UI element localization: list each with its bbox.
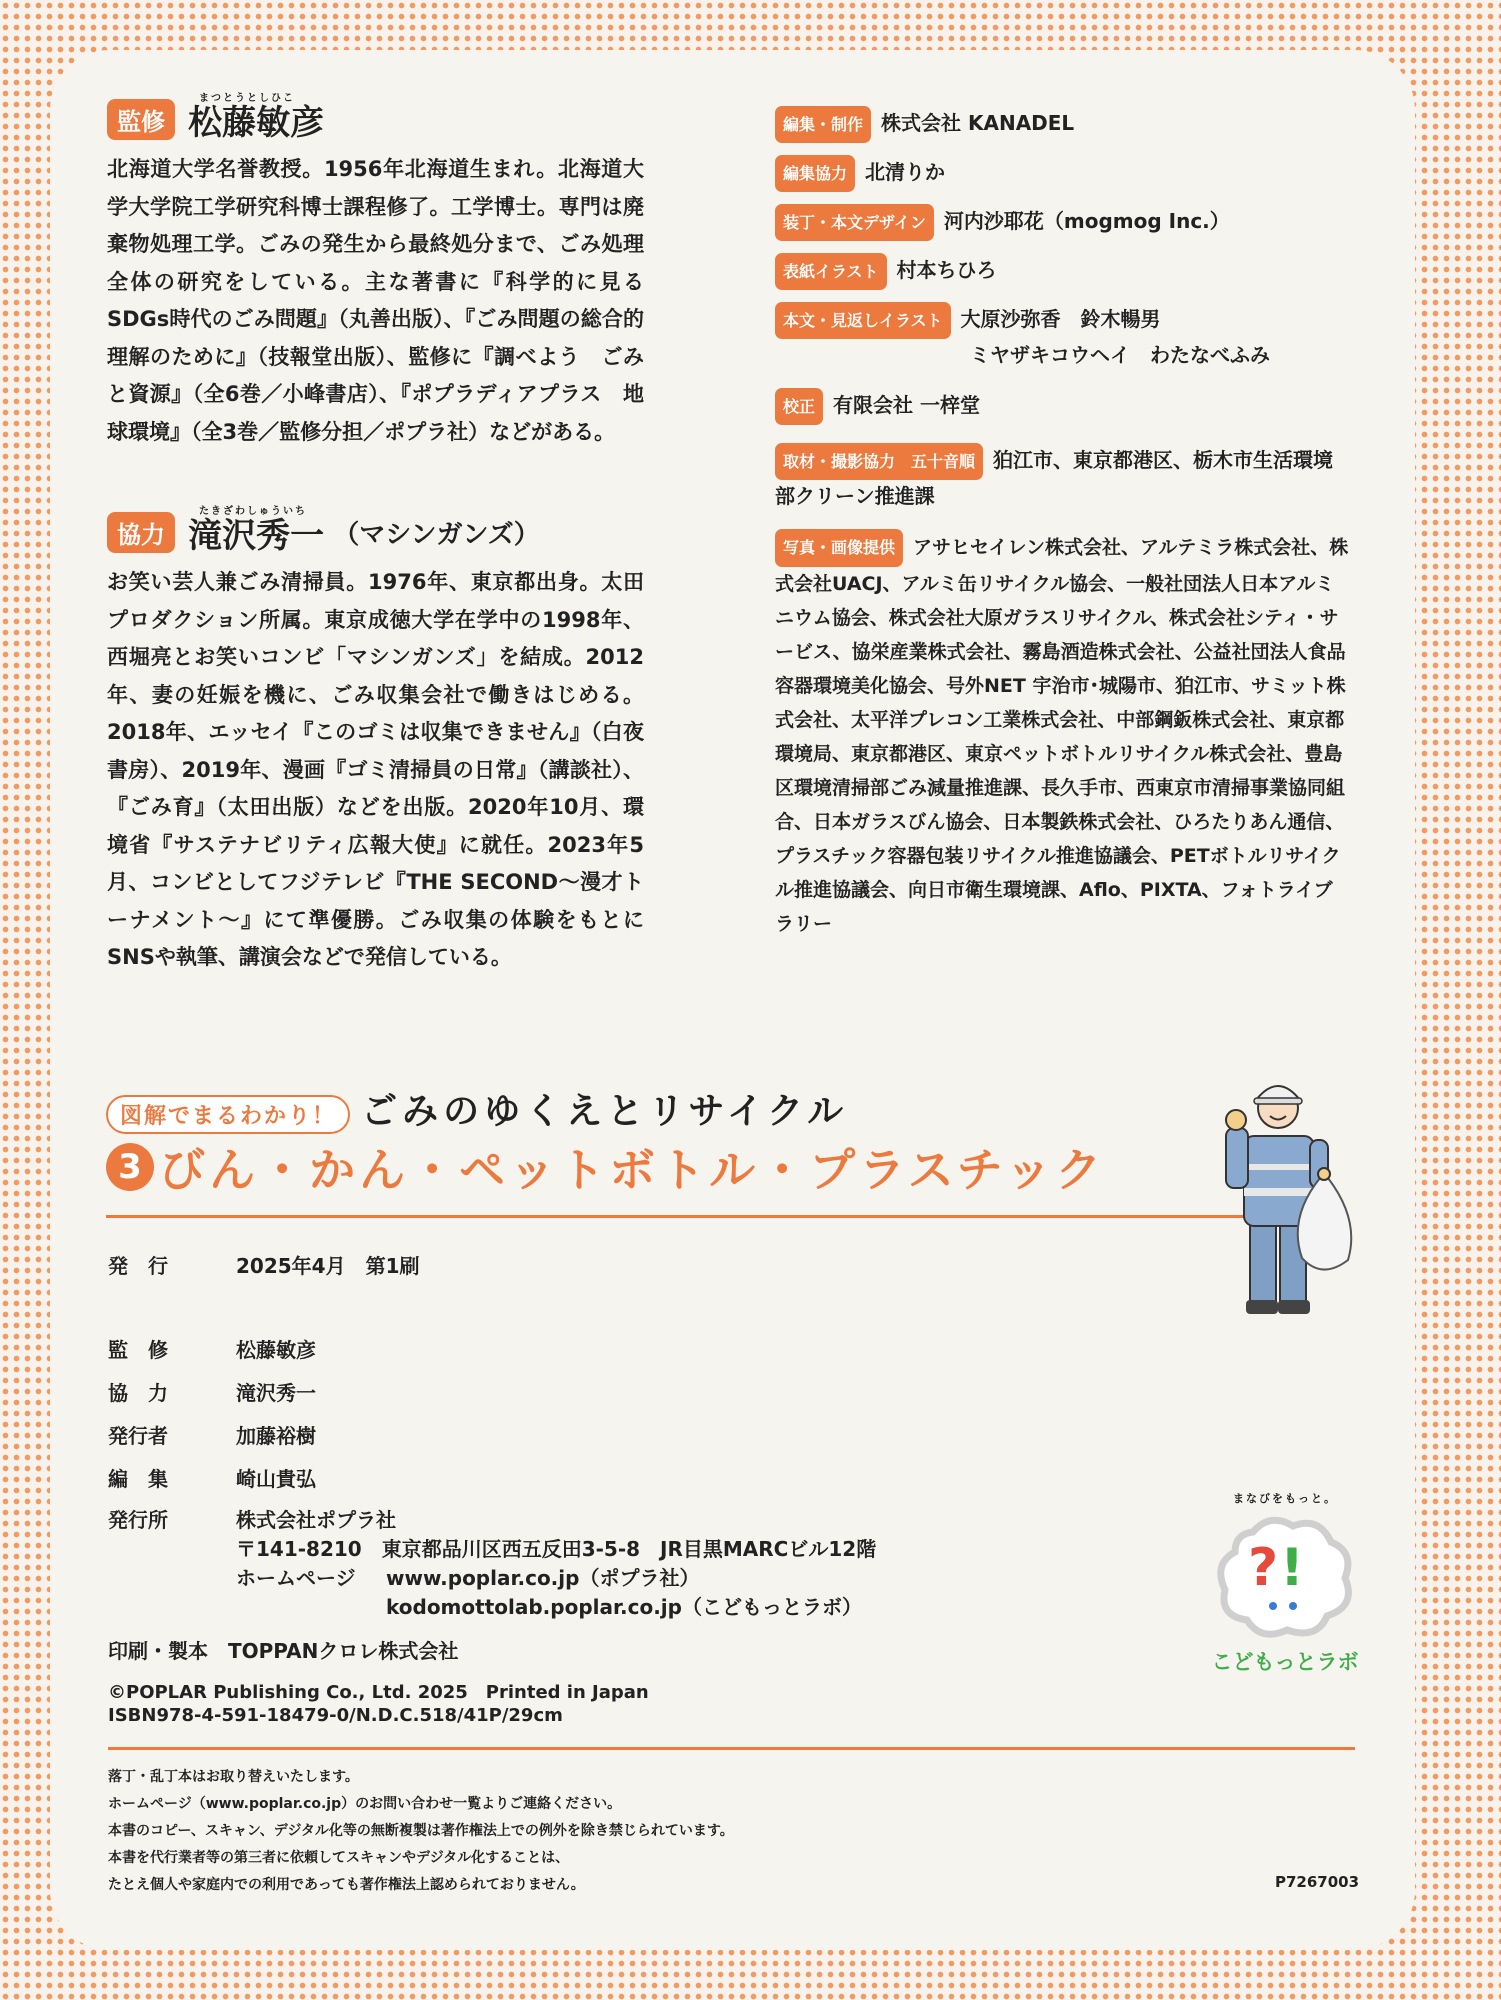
homepage-url2: kodomottolab.poplar.co.jp（こどもっとラボ） [386, 1595, 862, 1619]
series-title: ごみのゆくえとリサイクル [361, 1091, 849, 1132]
supervisor-bio: 北海道大学名誉教授。1956年北海道生まれ。北海道大学大学院工学研究科博士課程修了。工学博士。専門は廃棄物処理工学。ごみの発生から最終処分まで、ごみ処理全体の研究をしている。主な著書に『科学的に見る SDGs時代のごみ問題』（丸善出版）、『ごみ問題の総合的理解のために』（技報堂出版）、監修に『調べよう ごみと資源』（全6巻／小峰書店）、『ポプラディアプラス 地球環境』（全3巻／監修分担／ポプラ社）などがある。 [107, 157, 644, 444]
credits-list [775, 106, 1350, 941]
cooperator-bio: お笑い芸人兼ごみ清掃員。1976年、東京都出身。太田プロダクション所属。東京成徳大学在学中の1998年、西堀亮とお笑いコンビ「マシンガンズ」を結成。2012年、妻の妊娠を機に、ごみ収集会社で働きはじめる。2018年、エッセイ『このゴミは収集できません』（白夜書房）、2019年、漫画『ゴミ清掃員の日常』（講談社）、『ごみ育』（太田出版）などを出版。2020年10月、環境省『サステナビリティ広報大使』に就任。2023年5月、コンビとしてフジテレビ『THE SECOND～漫才トーナメント～』にて準優勝。ごみ収集の体験をもとにSNSや執筆、講演会などで発信している。 [107, 570, 644, 969]
credit-item [775, 106, 1350, 143]
issue-label: 発 行 [108, 1254, 168, 1278]
series-heading [106, 1083, 848, 1134]
credit-label: 編集・制作 [775, 106, 871, 143]
volume-heading [106, 1134, 1105, 1200]
lab-logo [1210, 1490, 1360, 1750]
credit-value: 村本ちひろ [896, 258, 997, 282]
credit-label: 取材・撮影協力 五十音順 [775, 443, 983, 480]
notice-line: 本書のコピー、スキャン、デジタル化等の無断複製は著作権法上での例外を除き禁じられています。 [108, 1823, 734, 1839]
colophon [108, 1250, 1008, 1510]
credit-item [775, 529, 1350, 941]
credit-value: 有限会社 一梓堂 [833, 393, 980, 417]
volume-number: 3 [106, 1143, 154, 1191]
credit-value: 狛江市、東京都港区、栃木市生活環境部クリーン推進課 [775, 448, 1334, 508]
logo-name: こどもっとラボ [1211, 1650, 1359, 1674]
address: 〒141-8210 東京都品川区西五反田3-5-8 JR目黒MARCビル12階 [236, 1537, 877, 1561]
coop-label: 協 力 [108, 1381, 168, 1405]
credit-value: アサヒセイレン株式会社、アルテミラ株式会社、株式会社UACJ、アルミ缶リサイクル協会、一般社団法人日本アルミニウム協会、株式会社大原ガラスリサイクル、株式会社シティ・サービス、協栄産業株式会社、霧島酒造株式会社、公益社団法人食品容器環境美化協会、号外NET 宇治市･城陽市、狛江市、サミット株式会社、太平洋プレコン工業株式会社、中部鋼鈑株式会社、東京都環境局、東京都港区、東京ペットボトルリサイクル株式会社、豊島区環境清掃部ごみ減量推進課、長久手市、西東京市清掃事業協同組合、日本ガラスびん協会、日本製鉄株式会社、ひろたりあん通信、プラスチック容器包装リサイクル推進協議会、PETボトルリサイクル推進協議会、向日市衛生環境課、Aflo、PIXTA、フォトライブラリー [775, 536, 1349, 935]
lab-logo-cloud-icon [1215, 1512, 1355, 1642]
credit-value: 株式会社 KANADEL [881, 111, 1075, 135]
cooperator-badge: 協力 [107, 512, 175, 553]
homepage-url1: www.poplar.co.jp（ポプラ社） [386, 1566, 700, 1590]
credit-label: 編集協力 [775, 155, 855, 192]
credit-label: 本文・見返しイラスト [775, 302, 951, 339]
title-rule [106, 1215, 1296, 1218]
series-pill: 図解でまるわかり！ [106, 1095, 350, 1134]
credit-item [775, 443, 1350, 513]
volume-title: びん・かん・ペットボトル・プラスチック [159, 1143, 1106, 1197]
supervisor-name: 松藤敏彦 [188, 103, 325, 143]
publisher-house [108, 1504, 1008, 1624]
coop-value: 滝沢秀一 [236, 1381, 316, 1405]
credit-value: 河内沙耶花（mogmog Inc.） [943, 209, 1230, 233]
homepage-label: ホームページ [236, 1566, 356, 1590]
credit-label: 写真・画像提供 [775, 529, 903, 567]
issue-value: 2025年4月 第1刷 [236, 1254, 420, 1278]
page-card [50, 50, 1415, 1950]
credit-item [775, 204, 1350, 241]
logo-mark: ?! [1248, 1538, 1306, 1598]
credit-item [775, 155, 1350, 192]
supervisor-ruby: まつとうとしひこ [199, 93, 295, 104]
credit-label: 装丁・本文デザイン [775, 204, 934, 241]
credit-value: 大原沙弥香 鈴木暢男 [960, 307, 1161, 331]
credit-item [775, 388, 1350, 425]
editor-value: 崎山貴弘 [236, 1467, 316, 1491]
isbn: ISBN978-4-591-18479-0/N.D.C.518/41P/29cm [108, 1705, 563, 1726]
credit-item [775, 253, 1350, 290]
printing: 印刷・製本 TOPPANクロレ株式会社 [108, 1639, 459, 1663]
credit-label: 校正 [775, 388, 823, 425]
house-value: 株式会社ポプラ社 [236, 1508, 396, 1532]
publisher-value: 加藤裕樹 [236, 1424, 316, 1448]
copyright: ©POPLAR Publishing Co., Ltd. 2025 Printed in Japan [108, 1682, 649, 1703]
cooperator-name: 滝沢秀一 [188, 516, 325, 556]
notice-line: 落丁・乱丁本はお取り替えいたします。 [108, 1769, 359, 1785]
supervisor-badge: 監修 [107, 99, 175, 140]
cooperator-group: （マシンガンズ） [333, 520, 540, 550]
worker-illustration [1210, 1068, 1360, 1320]
supervisor-label: 監 修 [108, 1338, 168, 1362]
notice-line: たとえ個人や家庭内での利用であっても著作権法上認められておりません。 [108, 1877, 585, 1893]
notices [108, 1764, 734, 1899]
footer-rule [108, 1747, 1355, 1750]
credit-label: 表紙イラスト [775, 253, 887, 290]
notice-line: ホームページ（www.poplar.co.jp）のお問い合わせ一覧よりご連絡ください。 [108, 1796, 622, 1812]
credit-value: 北清りか [865, 160, 946, 184]
logo-tagline: まなびをもっと。 [1233, 1492, 1337, 1505]
publisher-label: 発行者 [108, 1424, 168, 1448]
supervisor-value: 松藤敏彦 [236, 1338, 316, 1362]
cooperator-ruby: たきざわしゅういち [199, 506, 307, 517]
editor-label: 編 集 [108, 1467, 168, 1491]
house-label: 発行所 [108, 1508, 168, 1532]
credit-item [775, 302, 1350, 372]
cooperator-block [107, 508, 697, 977]
product-code: P7267003 [1275, 1873, 1360, 1891]
supervisor-block [107, 95, 697, 451]
credit-value-line2: ミヤザキコウヘイ わたなべふみ [970, 343, 1270, 367]
notice-line: 本書を代行業者等の第三者に依頼してスキャンやデジタル化することは、 [108, 1850, 570, 1866]
